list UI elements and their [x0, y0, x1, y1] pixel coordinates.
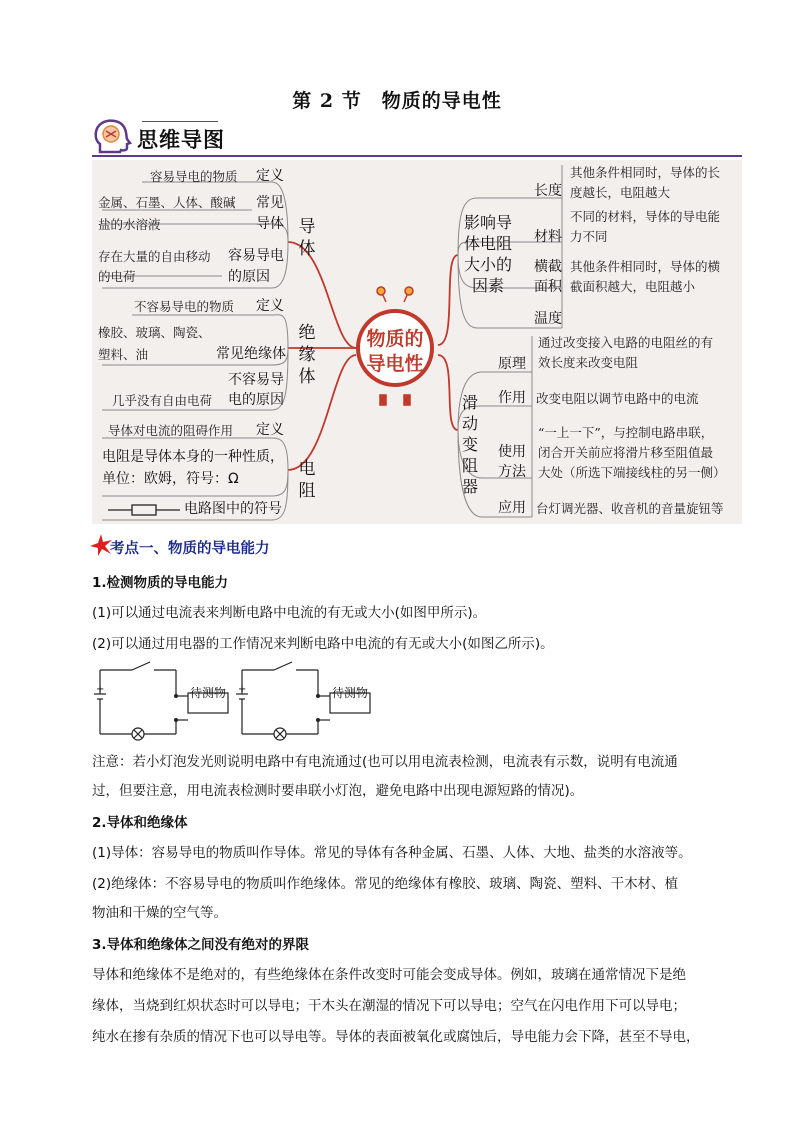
section1-p2: (2)可以通过用电器的工作情况来判断电路中电流的有无或大小(如图乙所示)。	[92, 636, 554, 652]
section3-heading: 3.导体和绝缘体之间没有绝对的界限	[92, 937, 310, 953]
rheostat-usage-label-1: 使用	[498, 444, 526, 460]
insulator-reason-text: 几乎没有自由电荷	[112, 393, 213, 408]
resistance-symbol-label: 电路图中的符号	[184, 501, 282, 517]
section2-p2-line1: (2)绝缘体：不容易导电的物质叫作绝缘体。常见的绝缘体有橡胶、玻璃、陶瓷、塑料、干木材、植	[92, 876, 679, 892]
brain-head-icon	[92, 118, 132, 160]
rheostat-usage-text-2: 闭合开关前应将滑片移至阻值最	[538, 445, 714, 460]
plus-sign-b: +	[238, 684, 247, 695]
insulator-common-text-2: 塑料、油	[98, 347, 149, 362]
factor-material-label: 材料	[534, 229, 562, 245]
note-line-2: 过，但要注意，用电流表检测时要串联小灯泡，避免电路中出现电源短路的情况)。	[92, 783, 584, 799]
factor-temperature-label: 温度	[534, 311, 562, 327]
mind-map	[92, 160, 742, 524]
kaodian-heading: 考点一、物质的导电能力	[110, 541, 270, 557]
rheostat-function-label: 作用	[498, 390, 526, 406]
conductor-node: 导 体	[298, 217, 316, 259]
section1-p1: (1)可以通过电流表来判断电路中电流的有无或大小(如图甲所示)。	[92, 605, 487, 621]
section2-p2-line2: 物油和干燥的空气等。	[92, 905, 227, 921]
conductor-reason-text-2: 的电荷	[98, 269, 136, 284]
factor-area-label-1: 横截	[534, 259, 562, 275]
section1-heading: 1.检测物质的导电能力	[92, 575, 229, 591]
factor-length-text-2: 度越长，电阻越大	[570, 185, 671, 200]
rheostat-function-text: 改变电阻以调节电路中的电流	[536, 391, 699, 406]
resistance-node: 电 阻	[298, 459, 316, 501]
rheostat-principle-label: 原理	[498, 356, 526, 372]
mindmap-heading: 思维导图	[137, 128, 225, 152]
rheostat-usage-text-3: 大处（所选下端接线柱的另一侧）	[538, 465, 726, 480]
test-object-label-a: 待测物	[190, 686, 227, 700]
resistance-def-text: 导体对电流的阻碍作用	[108, 423, 234, 438]
circuit-diagram-b	[234, 660, 374, 746]
factor-area-label-2: 面积	[534, 279, 562, 295]
section3-line1: 导体和绝缘体不是绝对的，有些绝缘体在条件改变时可能会变成导体。例如，玻璃在通常情况下是绝	[92, 967, 686, 983]
conductor-common-label-2: 导体	[256, 216, 284, 232]
conductor-common-label-1: 常见	[256, 195, 284, 211]
circuit-diagram-a	[92, 660, 232, 746]
conductor-reason-text-1: 存在大量的自由移动	[98, 249, 211, 264]
heading-divider	[92, 155, 742, 157]
test-object-label-b: 待测物	[332, 686, 369, 700]
heading-rule	[142, 121, 218, 122]
page-title: 第 2 节 物质的导电性	[292, 90, 502, 112]
factor-length-text-1: 其他条件相同时，导体的长	[570, 165, 721, 180]
conductor-def-label: 定义	[256, 168, 284, 184]
star-icon	[90, 534, 112, 560]
center-node: 物质的 导电性	[356, 309, 434, 387]
resistor-symbol-icon	[108, 505, 180, 515]
insulator-reason-label-2: 电的原因	[228, 392, 284, 408]
insulator-def-text: 不容易导电的物质	[134, 299, 235, 314]
conductor-common-text-1: 金属、石墨、人体、酸碱	[98, 195, 236, 210]
resistance-unit-text-1: 电阻是导体本身的一种性质，	[102, 449, 284, 465]
factor-material-text-2: 力不同	[570, 229, 608, 244]
rheostat-usage-label-2: 方法	[498, 464, 526, 480]
section2-heading: 2.导体和绝缘体	[92, 815, 188, 831]
rheostat-application-text: 台灯调光器、收音机的音量旋钮等	[536, 501, 724, 516]
section3-line2: 缘体，当烧到红炽状态时可以导电；干木头在潮湿的情况下可以导电；空气在闪电作用下可以导电；	[92, 998, 686, 1014]
rheostat-application-label: 应用	[498, 500, 526, 516]
rheostat-principle-text-2: 效长度来改变电阻	[538, 355, 639, 370]
factors-node: 影响导 体电阻 大小的 因素	[463, 213, 512, 295]
factor-length-label: 长度	[534, 183, 562, 199]
insulator-common-text-1: 橡胶、玻璃、陶瓷、	[98, 325, 211, 340]
insulator-node: 绝 缘 体	[298, 323, 316, 387]
rheostat-principle-text-1: 通过改变接入电路的电阻丝的有	[538, 335, 714, 350]
note-line-1: 注意：若小灯泡发光则说明电路中有电流通过(也可以用电流表检测，电流表有示数，说明有电流通	[92, 754, 678, 770]
conductor-common-text-2: 盐的水溶液	[98, 217, 161, 232]
conductor-def-text: 容易导电的物质	[150, 169, 238, 184]
factor-material-text-1: 不同的材料，导体的导电能	[570, 209, 721, 224]
factor-area-text-2: 截面积越大，电阻越小	[570, 279, 696, 294]
insulator-def-label: 定义	[256, 298, 284, 314]
conductor-reason-label-1: 容易导电	[228, 248, 284, 264]
factor-area-text-1: 其他条件相同时，导体的横	[570, 259, 721, 274]
resistance-unit-text-2: 单位：欧姆，符号：Ω	[102, 471, 239, 487]
resistance-def-label: 定义	[256, 422, 284, 438]
rheostat-node: 滑 动 变 阻 器	[461, 393, 478, 496]
section2-p1: (1)导体：容易导电的物质叫作导体。常见的导体有各种金属、石墨、人体、大地、盐类的水溶液等。	[92, 845, 692, 861]
insulator-common-label: 常见绝缘体	[216, 346, 286, 362]
insulator-reason-label-1: 不容易导	[228, 372, 284, 388]
conductor-reason-label-2: 的原因	[228, 269, 270, 285]
rheostat-usage-text-1: “一上一下”，与控制电路串联，	[538, 425, 714, 440]
plus-sign-a: +	[96, 684, 105, 695]
section3-line3: 纯水在掺有杂质的情况下也可以导电等。导体的表面被氧化或腐蚀后，导电能力会下降，甚至不导电，	[92, 1029, 700, 1045]
